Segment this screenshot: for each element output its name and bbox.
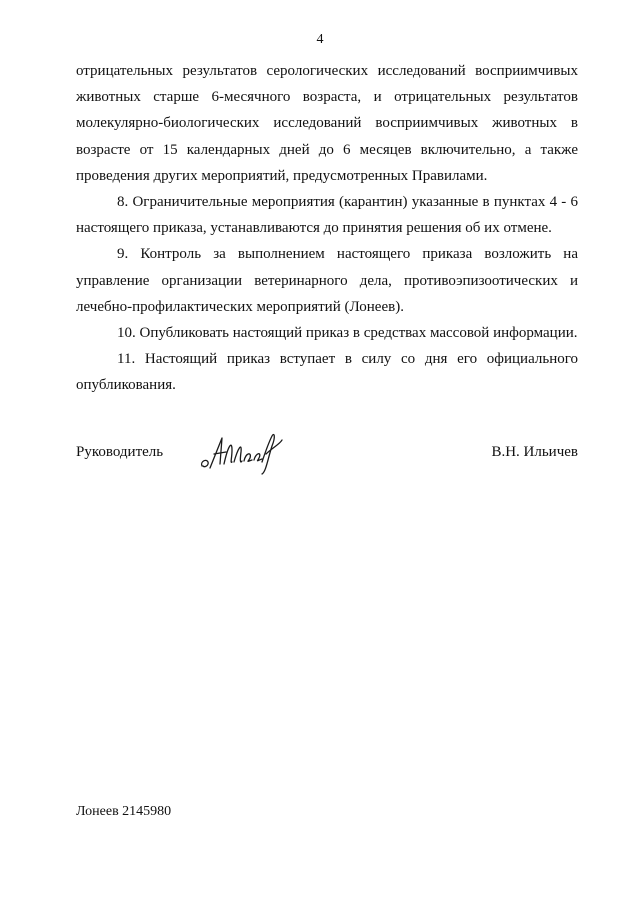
paragraph-item-8: 8. Ограничительные мероприятия (карантин) указанные в пунктах 4 - 6 настоящего приказа, устанавливаются до принятия решения об их отмене. [76,194,578,237]
document-body [76,58,578,399]
page-number: 4 [316,32,324,47]
signatory-title: Руководитель [76,444,164,460]
handwritten-signature-icon [196,428,296,480]
paragraph-item-11: 11. Настоящий приказ вступает в силу со дня его официального опубликования. [76,351,578,394]
paragraph-continuation: отрицательных результатов серологических исследований восприимчивых животных старше 6-месячного возраста, и отрицательных результатов молекулярно-биологических исследований восприимчивых животных в возрасте от 15 календарных дней до 6 месяцев включительно, а также проведения других мероприятий, предусмотренных Правилами. [76,63,578,184]
paragraph-item-10: 10. Опубликовать настоящий приказ в средствах массовой информации. [117,325,578,342]
signatory-name: В.Н. Ильичев [491,444,578,460]
paragraph-item-9: 9. Контроль за выполнением настоящего приказа возложить на управление организации ветеринарного дела, противоэпизоотических и лечебно-профилактических мероприятий (Лонеев). [76,246,578,315]
executor-note: Лонеев 2145980 [76,804,172,819]
signature-block [76,440,578,480]
